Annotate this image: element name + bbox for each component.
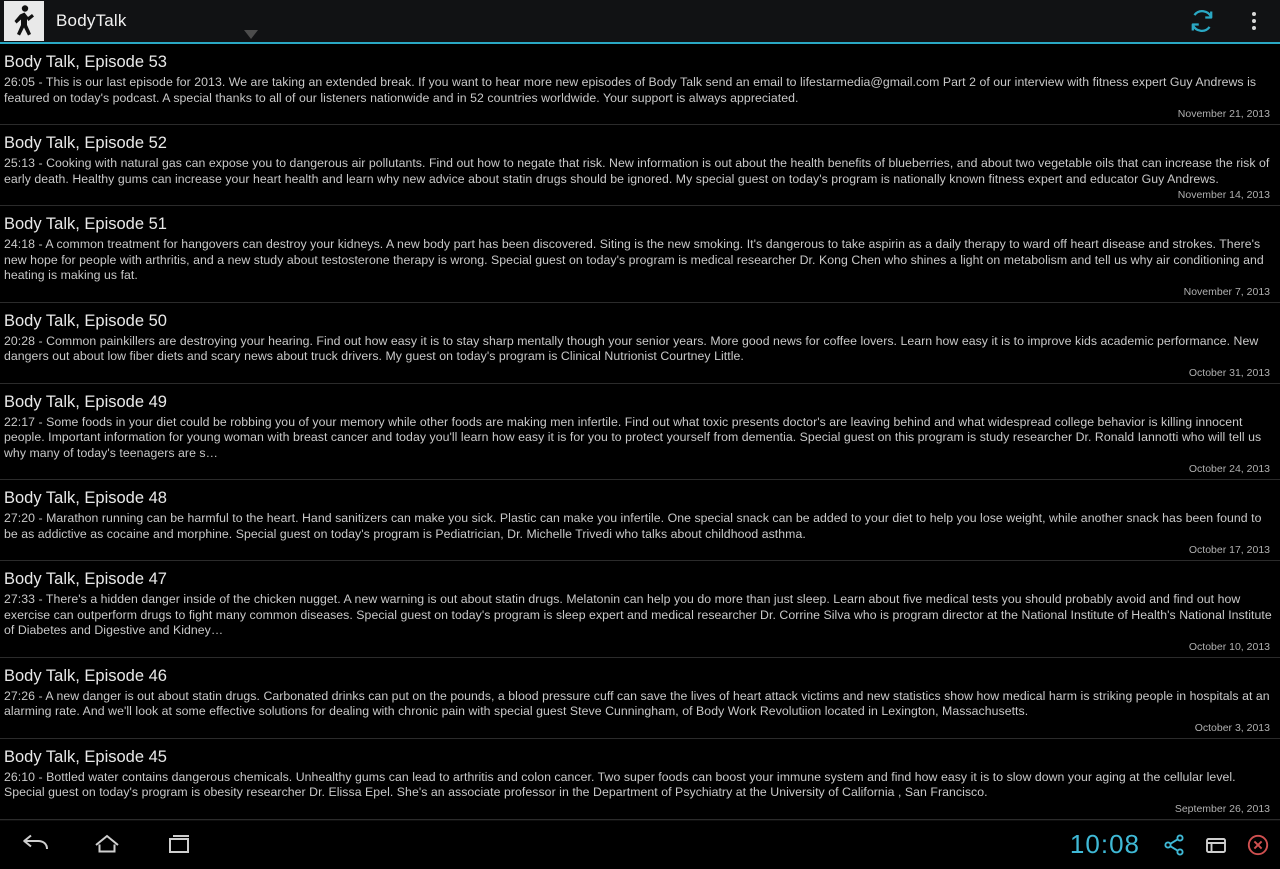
episode-title: Body Talk, Episode 50	[4, 311, 167, 330]
refresh-button[interactable]	[1176, 0, 1228, 43]
overflow-menu-button[interactable]	[1228, 0, 1280, 43]
episode-date: October 31, 2013	[1188, 366, 1270, 379]
episode-list-item[interactable]	[0, 206, 1280, 303]
episode-date: October 3, 2013	[1194, 721, 1270, 734]
episode-description: 27:26 - A new danger is out about statin drugs. Carbonated drinks can put on the pounds, a blood pressure cuff can save the lives of heart attack victims and new statistics show how medical harm is striking people in hospitals at an alarming rate. And we'll look at some effective solutions for dealing with chronic pain with special guest Steve Cunningham, of Body Work Revolutiion located in Lexington, Massachusetts.	[4, 688, 1270, 718]
episode-list-item[interactable]	[0, 125, 1280, 206]
episode-date: November 7, 2013	[1183, 285, 1270, 298]
episode-description: 26:10 - Bottled water contains dangerous chemicals. Unhealthy gums can lead to arthritis and colon cancer. Two super foods can boost your immune system and find how easy it is to slow down your aging at the cellular level. Special guest on today's program is obesity researcher Dr. Elissa Epel. She's an associate professor in the Department of Psychiatry at the University of California , San Francisco.	[4, 769, 1236, 799]
episode-description: 24:18 - A common treatment for hangovers can destroy your kidneys. A new body part has been discovered. Siting is the new smoking. It's dangerous to take aspirin as a daily therapy to ward off heart disease and strokes. There's new hope for people with arthritis, and a new study about testosterone therapy is wrong. Special guest on today's program is medical researcher Dr. Kong Chen who shines a light on metabolism and tell us why air conditioning and heating is making us fat.	[4, 237, 1264, 282]
episode-list-item[interactable]	[0, 561, 1280, 658]
episode-description: 20:28 - Common painkillers are destroying your hearing. Find out how easy it is to stay sharp mentally though your senior years. More good news for coffee lovers. Learn how easy it is to improve kids academic performance. New dangers out about low fiber diets and scary news about truck drivers. My guest on today's program is Clinical Nutrionist Courtney Little.	[4, 333, 1259, 363]
refresh-icon	[1189, 8, 1215, 34]
status-tray	[1070, 821, 1272, 869]
episode-title: Body Talk, Episode 53	[4, 53, 167, 71]
episode-title: Body Talk, Episode 47	[4, 570, 167, 588]
episode-list-item[interactable]	[0, 303, 1280, 384]
app-title: BodyTalk	[56, 11, 127, 30]
nav-buttons-group	[0, 824, 200, 864]
recent-apps-icon	[165, 832, 193, 856]
episode-title: Body Talk, Episode 46	[4, 666, 167, 685]
episode-description: 22:17 - Some foods in your diet could be robbing you of your memory while other foods are making men infertile. Find out what toxic presents doctor's are leaving behind and what widespread college behavior is killing innocent people. Important information for young woman with breast cancer and today you'll learn how easy it is for you to protect yourself from dementia. Special guest on this program is study researcher Dr. Ronald Iannotti who will tell us why many of today's teenagers are s…	[4, 414, 1262, 460]
episode-date: November 21, 2013	[1177, 108, 1270, 120]
action-bar	[0, 0, 1280, 44]
overflow-menu-icon	[1252, 12, 1256, 30]
close-button[interactable]	[1244, 831, 1272, 859]
tab-indicator-arrow	[244, 30, 258, 44]
episode-description: 27:20 - Marathon running can be harmful to the heart. Hand sanitizers can make you sick. Plastic can make you infertile. One special snack can be added to your diet to help you lose weight, while another snack has been found to be as addictive as cocaine and morphine. Special guest on today's program is Pediatrician, Dr. Michelle Trivedi who talks about childhood asthma.	[4, 511, 1262, 541]
recent-apps-button[interactable]	[158, 824, 200, 864]
close-icon	[1246, 833, 1270, 857]
episode-description: 27:33 - There's a hidden danger inside of the chicken nugget. A new warning is out about statin drugs. Melatonin can help you do more than just sleep. Learn about five medical tests you should probably avoid and find out how exercise can outperform drugs to fight many common diseases. Special guest on today's program is sleep expert and medical researcher Dr. Corrine Silva who is program director at the National Institute of Health's National Institute of Diabetes and Digestive and Kidney…	[4, 592, 1272, 637]
home-button[interactable]	[86, 824, 128, 864]
episode-list-item[interactable]	[0, 739, 1280, 820]
screenshot-button[interactable]	[1202, 831, 1230, 859]
episode-list[interactable]	[0, 44, 1280, 820]
episode-list-item[interactable]	[0, 44, 1280, 125]
episode-date: November 14, 2013	[1177, 189, 1270, 201]
share-icon	[1162, 833, 1186, 857]
episode-description: 26:05 - This is our last episode for 2013. We are taking an extended break. If you want to hear more new episodes of Body Talk send an email to lifestarmedia@gmail.com Part 2 of our interview with fitness expert Guy Andrews is featured on today's podcast. A special thanks to all of our listeners nationwide and in 52 countries worldwide. Your support is always appreciated.	[4, 75, 1257, 105]
episode-date: October 10, 2013	[1188, 640, 1270, 653]
share-button[interactable]	[1160, 831, 1188, 859]
back-button[interactable]	[14, 824, 56, 864]
app-logo-icon[interactable]	[4, 1, 44, 41]
clock[interactable]: 10:08	[1069, 829, 1140, 859]
episode-title: Body Talk, Episode 51	[4, 215, 167, 233]
episode-description: 25:13 - Cooking with natural gas can expose you to dangerous air pollutants. Find out how to negate that risk. New information is out about the health benefits of blueberries, and about two vegetable oils that can increase the risk of early death. Healthy gums can increase your heart health and learn why new advice about statin drugs should be ignored. My special guest on today's program is nationally known fitness expert and educator Guy Andrews.	[4, 156, 1270, 186]
back-icon	[20, 831, 50, 857]
home-icon	[92, 831, 122, 857]
episode-list-item[interactable]	[0, 384, 1280, 481]
episode-date: October 24, 2013	[1188, 463, 1270, 475]
episode-title: Body Talk, Episode 52	[4, 134, 167, 152]
episode-title: Body Talk, Episode 49	[4, 392, 167, 411]
system-navigation-bar	[0, 820, 1280, 868]
screenshot-icon	[1204, 833, 1228, 857]
episode-list-item[interactable]	[0, 480, 1280, 561]
episode-title: Body Talk, Episode 45	[4, 747, 167, 766]
episode-list-item[interactable]	[0, 658, 1280, 739]
episode-date: September 26, 2013	[1174, 802, 1270, 815]
episode-date: October 17, 2013	[1188, 544, 1270, 556]
episode-title: Body Talk, Episode 48	[4, 489, 167, 507]
